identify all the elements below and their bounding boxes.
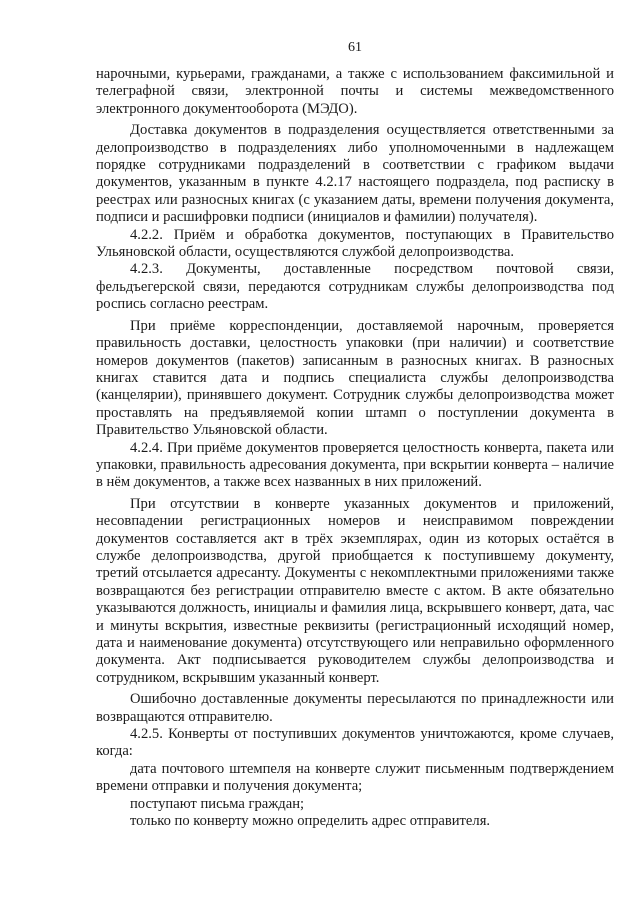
- paragraph-4-2-4: 4.2.4. При приёме документов проверяется целостность конверта, пакета или упаковки, правильность адресования документа, при вскрытии конверта – наличие в нём документов, а также всех названных в них приложений.: [96, 439, 614, 491]
- paragraph-4-2-2: 4.2.2. Приём и обработка документов, поступающих в Правительство Ульяновской области, осуществляются службой делопроизводства.: [96, 226, 614, 261]
- paragraph-4-2-3: 4.2.3. Документы, доставленные посредством почтовой связи, фельдъегерской связи, передаются сотрудникам службы делопроизводства под роспись согласно реестрам.: [96, 261, 614, 313]
- paragraph-delivery-to-units: Доставка документов в подразделения осуществляется ответственными за делопроизводство в подразделениях либо уполномоченными в надлежащем порядке сотрудниками подразделений в соответствии с графиком выдачи документов, указанным в пункте 4.2.17 настоящего подраздела, под расписку в реестрах или разносных книгах (с указанием даты, времени получения документа, подписи и расшифровки подписи (инициалов и фамилии) получателя).: [96, 122, 614, 226]
- paragraph-delivery-methods: нарочными, курьерами, гражданами, а также с использованием факсимильной и телеграфной связи, электронной почты и системы межведомственного электронного документооборота (МЭДО).: [96, 66, 614, 117]
- list-item-sender-address: только по конверту можно определить адрес отправителя.: [130, 813, 491, 830]
- paragraph-missing-documents-act: При отсутствии в конверте указанных документов и приложений, несовпадении регистрационных номеров и неисправимом повреждении документов составляется акт в трёх экземплярах, один из которых остаётся в службе делопроизводства, другой приобщается к поступившему документу, третий отсылается адресанту. Документы с некомплектными приложениями также возвращаются без регистрации отправителю вместе с актом. В акте обязательно указываются должность, инициалы и фамилия лица, вскрывшего конверт, дата, час и минуты вскрытия, известные реквизиты (регистрационный исходящий номер, дата и наименование документа) отсутствующего или неправильно оформленного документа. Акт подписывается руководителем службы делопроизводства и сотрудником, вскрывшим указанный конверт.: [96, 495, 614, 686]
- page-number: 61: [348, 40, 362, 55]
- paragraph-courier-check: При приёме корреспонденции, доставляемой нарочным, проверяется правильность доставки, целостность упаковки (при наличии) и соответствие номеров документов (пакетов) записанным в разносных книгах. В разносных книгах ставится дата и подпись специалиста службы делопроизводства (канцелярии), принявшего документ. Сотрудник службы делопроизводства может проставлять на предъявляемой копии штамп о поступлении документа в Правительство Ульяновской области.: [96, 317, 614, 439]
- list-item-postmark: дата почтового штемпеля на конверте служит письменным подтверждением времени отправки и получения документа;: [96, 760, 614, 795]
- list-item-citizen-letters: поступают письма граждан;: [130, 795, 305, 812]
- paragraph-misdelivered: Ошибочно доставленные документы пересылаются по принадлежности или возвращаются отправителю.: [96, 691, 614, 725]
- paragraph-4-2-5: 4.2.5. Конверты от поступивших документов уничтожаются, кроме случаев, когда:: [96, 726, 614, 760]
